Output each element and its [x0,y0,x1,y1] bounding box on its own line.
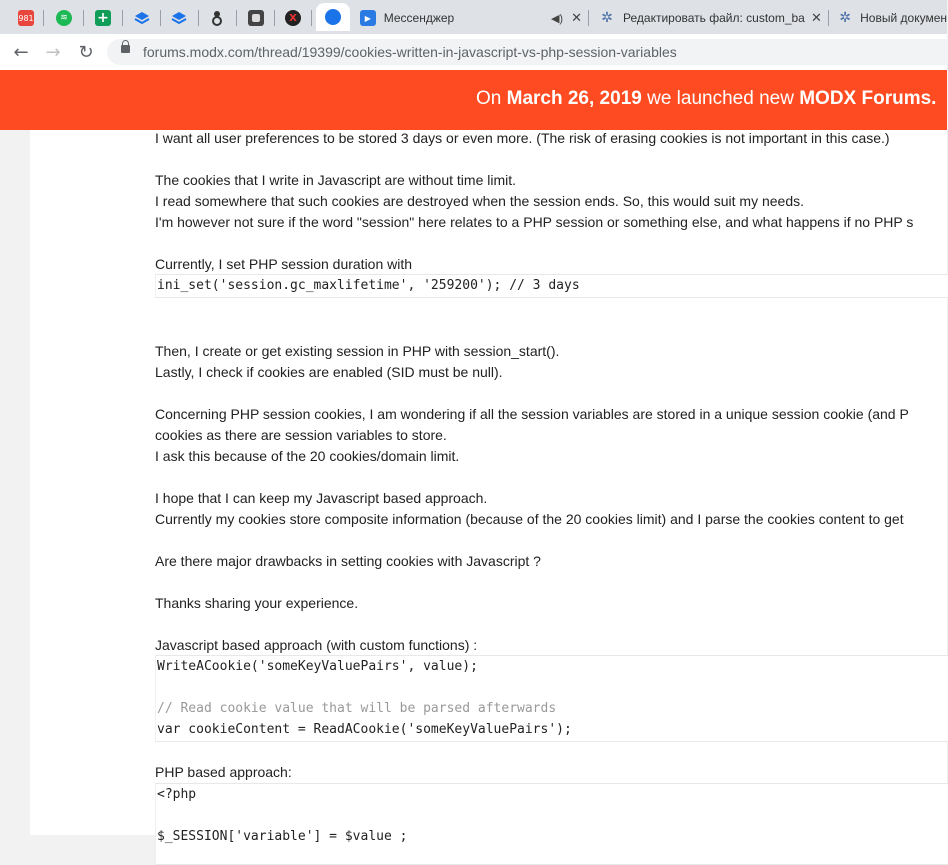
url-text[interactable]: forums.modx.com/thread/19399/cookies-written-in-javascript-vs-php-session-variables [143,44,677,60]
spotify-icon: ≋ [56,10,72,26]
post-paragraph: PHP based approach: [155,764,292,780]
post-paragraph: I'm however not sure if the word "session" here relates to a PHP session or something else, and what happens if no PHP s [155,214,914,230]
post-paragraph: The cookies that I write in Javascript are without time limit. [155,172,517,188]
blue-dot-icon [325,9,341,25]
stack-icon [171,10,187,26]
post-paragraph: I ask this because of the 20 cookies/domain limit. [155,448,460,464]
square-icon [248,10,264,26]
tab-active[interactable] [316,3,350,31]
modx-icon: ✲ [839,10,851,26]
tab-strip [0,0,947,34]
back-arrow-icon[interactable]: ← [13,41,29,63]
figure-icon [209,10,225,26]
announcement-banner [0,70,947,130]
tab-stack-2[interactable] [171,6,187,30]
post-paragraph: I hope that I can keep my Javascript based approach. [155,490,488,506]
post-paragraph: Currently my cookies store composite information (because of the 20 cookies limit) and I parse the cookies content to get [155,511,904,527]
post-paragraph: Then, I create or get existing session in PHP with session_start(). [155,343,560,359]
post-paragraph: cookies as there are session variables to store. [155,427,447,443]
x-circle-icon: X [285,10,301,26]
code-line: <?php [157,787,197,802]
post-paragraph: I want all user preferences to be stored 3 days or even more. (The risk of erasing cookies is not important in this case.) [155,130,890,146]
close-icon[interactable]: ✕ [811,10,822,25]
post-body [30,130,947,844]
code-block [155,655,948,742]
tab-calendar[interactable] [18,6,34,30]
tab-sheets[interactable] [95,6,111,30]
tab-x[interactable] [285,6,301,30]
code-line: ini_set('session.gc_maxlifetime', '259200'); // 3 days [157,278,580,293]
tab-title-new-doc: Новый докумен [860,11,947,25]
tab-messenger[interactable] [360,6,582,30]
stack-icon [134,10,150,26]
tab-new-doc[interactable] [838,6,947,30]
close-icon[interactable]: ✕ [571,10,582,25]
tab-title-messenger: Мессенджер [383,11,455,25]
tab-edit-file[interactable] [599,6,824,30]
banner-text: On March 26, 2019 we launched new MODX Forums. [476,88,937,109]
post-paragraph: Concerning PHP session cookies, I am wondering if all the session variables are stored in a unique session cookie (and P [155,406,909,422]
tab-spotify[interactable] [56,6,72,30]
code-line: WriteACookie('someKeyValuePairs', value); [157,659,478,674]
post-paragraph: I read somewhere that such cookies are destroyed when the session ends. So, this would suit my needs. [155,193,805,209]
code-comment: // Read cookie value that will be parsed afterwards [157,701,557,716]
tab-stack-1[interactable] [134,6,150,30]
sheets-plus-icon: + [95,10,111,26]
banner-site-name: MODX Forums. [799,88,937,109]
reload-icon[interactable]: ↻ [78,41,94,63]
modx-icon: ✲ [601,10,613,26]
calendar-icon: 981 [18,10,34,26]
code-line: $_SESSION['variable'] = $value ; [157,829,408,844]
forward-arrow-icon[interactable]: → [45,41,61,63]
tab-title-edit: Редактировать файл: custom_ba [623,11,805,25]
post-paragraph: Lastly, I check if cookies are enabled (SID must be null). [155,364,503,380]
code-block [155,783,948,865]
lock-icon [121,45,130,53]
play-icon: ▶ [360,10,376,26]
code-line: var cookieContent = ReadACookie('someKeyValuePairs'); [157,722,572,737]
tab-figure[interactable] [209,6,225,30]
navigation-bar [0,34,947,70]
banner-date: March 26, 2019 [506,88,642,109]
post-paragraph: Javascript based approach (with custom functions) : [155,637,478,653]
post-paragraph: Currently, I set PHP session duration with [155,256,413,272]
tab-square[interactable] [248,6,264,30]
code-block [155,274,948,298]
post-paragraph: Are there major drawbacks in setting cookies with Javascript ? [155,553,541,569]
address-bar[interactable] [107,39,947,65]
post-paragraph: Thanks sharing your experience. [155,595,359,611]
speaker-icon[interactable]: ◀) [550,12,564,25]
